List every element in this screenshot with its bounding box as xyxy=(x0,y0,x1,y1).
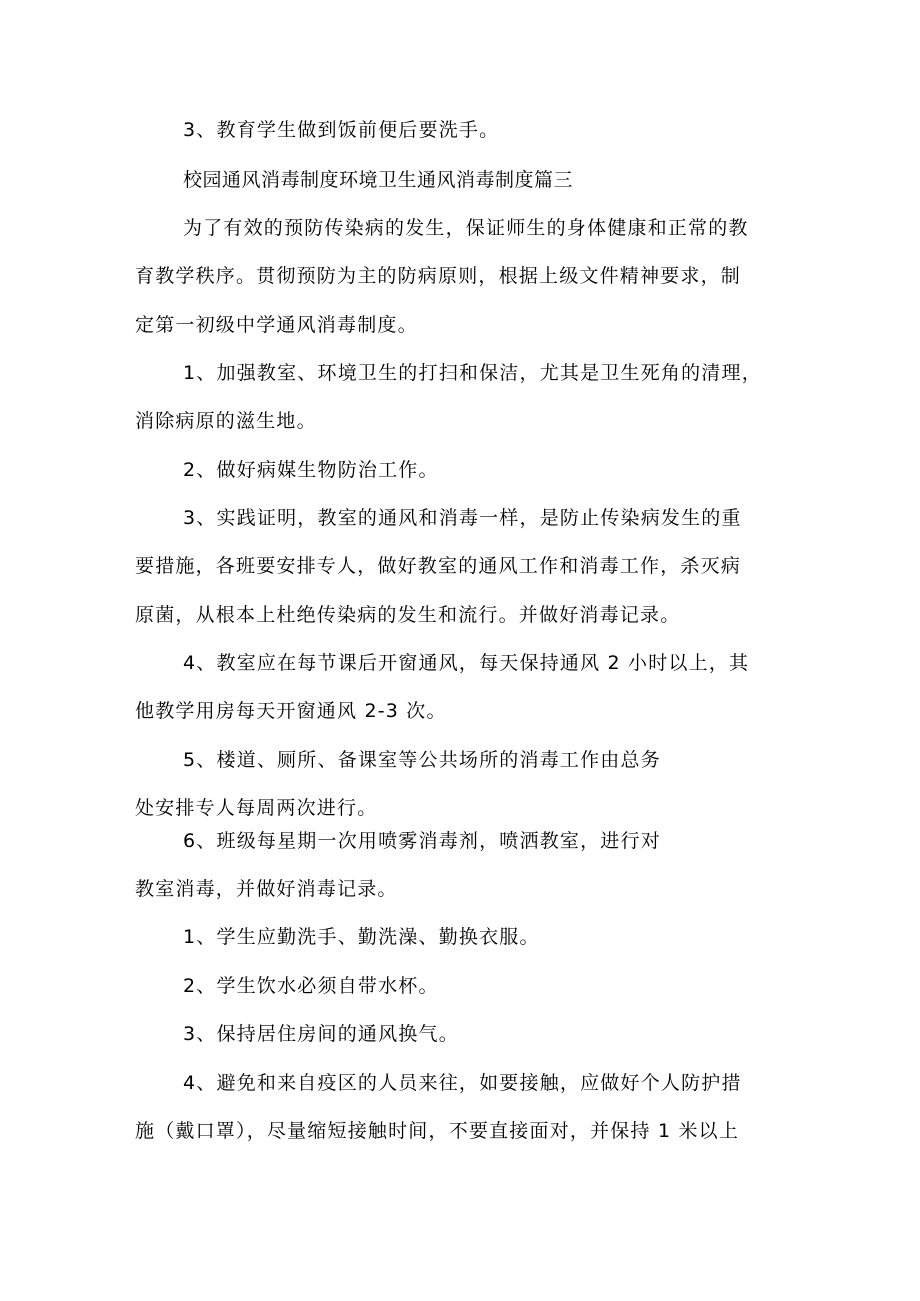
text-line: 教室消毒，并做好消毒记录。 xyxy=(135,878,398,900)
text-line: 定第一初级中学通风消毒制度。 xyxy=(135,314,418,336)
text-line: 2、学生饮水必须自带水杯。 xyxy=(183,975,439,997)
text-line: 育教学秩序。贯彻预防为主的防病原则，根据上级文件精神要求，制 xyxy=(135,265,742,287)
text-line: 6、班级每星期一次用喷雾消毒剂，喷洒教室，进行对 xyxy=(183,830,661,852)
text-line: 消除病原的滋生地。 xyxy=(135,410,317,432)
text-line: 原菌，从根本上杜绝传染病的发生和流行。并做好消毒记录。 xyxy=(135,604,681,626)
text-line: 4、避免和来自疫区的人员来往，如要接触，应做好个人防护措 xyxy=(183,1072,742,1094)
text-line: 1、学生应勤洗手、勤洗澡、勤换衣服。 xyxy=(183,926,540,948)
text-line: 1、加强教室、环境卫生的打扫和保洁，尤其是卫生死角的清理， xyxy=(183,362,762,384)
text-line: 3、保持居住房间的通风换气。 xyxy=(183,1023,459,1045)
text-line: 3、实践证明，教室的通风和消毒一样，是防止传染病发生的重 xyxy=(183,507,742,529)
text-line: 处安排专人每周两次进行。 xyxy=(135,797,378,819)
section-title: 校园通风消毒制度环境卫生通风消毒制度篇三 xyxy=(183,169,574,191)
text-line: 2、做好病媒生物防治工作。 xyxy=(183,459,439,481)
text-line: 为了有效的预防传染病的发生，保证师生的身体健康和正常的教 xyxy=(183,217,749,239)
text-line: 4、教室应在每节课后开窗通风，每天保持通风 2 小时以上，其 xyxy=(183,652,750,674)
text-line: 5、楼道、厕所、备课室等公共场所的消毒工作由总务 xyxy=(183,749,661,771)
text-line: 施（戴口罩），尽量缩短接触时间，不要直接面对，并保持 1 米以上 xyxy=(135,1120,740,1142)
text-line: 要措施，各班要安排专人，做好教室的通风工作和消毒工作，杀灭病 xyxy=(135,555,742,577)
text-line: 3、教育学生做到饭前便后要洗手。 xyxy=(183,119,500,141)
text-line: 他教学用房每天开窗通风 2-3 次。 xyxy=(135,700,447,722)
